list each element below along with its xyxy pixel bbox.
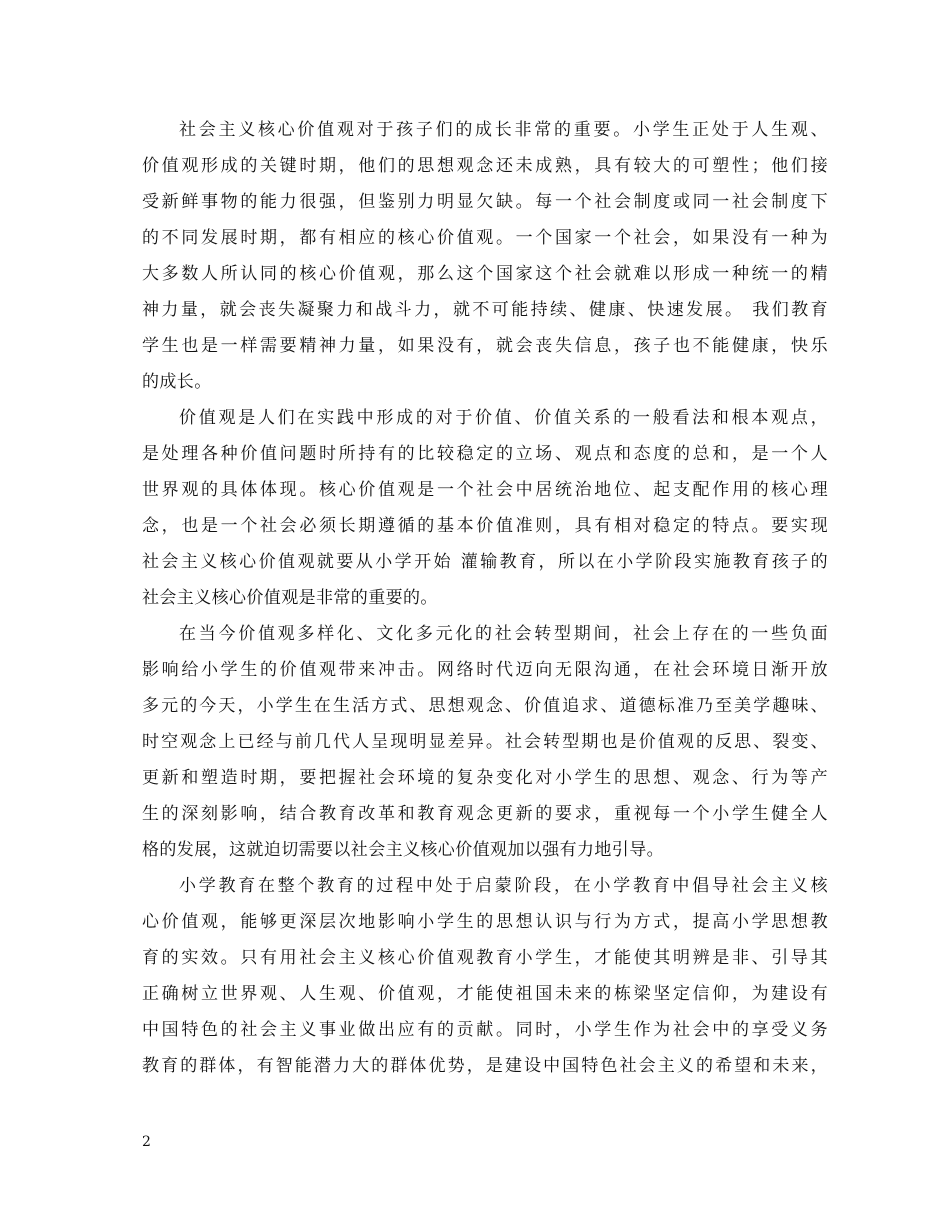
paragraph-3-line-7: 格的发展，这就迫切需要以社会主义核心价值观加以强有力地引导。 — [142, 840, 664, 860]
paragraph-3-line-3: 多元的今天，小学生在生活方式、思想观念、价值追求、道德标准乃至美学趣味、 — [142, 696, 828, 716]
paragraph-4-line-5: 中国特色的社会主义事业做出应有的贡献。同时，小学生作为社会中的享受义务 — [142, 1020, 828, 1040]
paragraph-3-line-1: 在当今价值观多样化、文化多元化的社会转型期间，社会上存在的一些负面 — [179, 624, 828, 644]
page-number: 2 — [142, 1134, 151, 1150]
paragraph-4-line-4: 正确树立世界观、人生观、价值观，才能使祖国未来的栋梁坚定信仰，为建设有 — [142, 984, 828, 1004]
paragraph-4-line-6: 教育的群体，有智能潜力大的群体优势，是建设中国特色社会主义的希望和未来， — [142, 1056, 828, 1076]
paragraph-1-line-4: 的不同发展时期，都有相应的核心价值观。一个国家一个社会，如果没有一种为 — [142, 228, 828, 248]
paragraph-2-line-2: 是处理各种价值问题时所持有的比较稳定的立场、观点和态度的总和，是一个人 — [142, 444, 828, 464]
body-text — [142, 112, 828, 1084]
paragraph-4-line-1: 小学教育在整个教育的过程中处于启蒙阶段，在小学教育中倡导社会主义核 — [179, 876, 828, 896]
paragraph-2-line-4: 念，也是一个社会必须长期遵循的基本价值准则，具有相对稳定的特点。要实现 — [142, 516, 828, 536]
paragraph-4-line-2: 心价值观，能够更深层次地影响小学生的思想认识与行为方式，提高小学思想教 — [142, 912, 828, 932]
paragraph-1-line-8: 的成长。 — [142, 372, 212, 392]
paragraph-3-line-6: 生的深刻影响，结合教育改革和教育观念更新的要求，重视每一个小学生健全人 — [142, 804, 828, 824]
paragraph-3-line-4: 时空观念上已经与前几代人呈现明显差异。社会转型期也是价值观的反思、裂变、 — [142, 732, 828, 752]
paragraph-3-line-5: 更新和塑造时期，要把握社会环境的复杂变化对小学生的思想、观念、行为等产 — [142, 768, 828, 788]
paragraph-2-line-3: 世界观的具体体现。核心价值观是一个社会中居统治地位、起支配作用的核心理 — [142, 480, 828, 500]
paragraph-1-line-3: 受新鲜事物的能力很强，但鉴别力明显欠缺。每一个社会制度或同一社会制度下 — [142, 192, 828, 212]
paragraph-3-line-2: 影响给小学生的价值观带来冲击。网络时代迈向无限沟通，在社会环境日渐开放 — [142, 660, 828, 680]
paragraph-2-line-5: 社会主义核心价值观就要从小学开始 灌输教育，所以在小学阶段实施教育孩子的 — [142, 552, 828, 572]
paragraph-1-line-1: 社会主义核心价值观对于孩子们的成长非常的重要。小学生正处于人生观、 — [179, 120, 828, 140]
paragraph-1-line-5: 大多数人所认同的核心价值观，那么这个国家这个社会就难以形成一种统一的精 — [142, 264, 828, 284]
paragraph-2-line-1: 价值观是人们在实践中形成的对于价值、价值关系的一般看法和根本观点， — [179, 408, 828, 428]
paragraph-1-line-2: 价值观形成的关键时期，他们的思想观念还未成熟，具有较大的可塑性；他们接 — [142, 156, 828, 176]
paragraph-1-line-7: 学生也是一样需要精神力量，如果没有，就会丧失信息，孩子也不能健康，快乐 — [142, 336, 828, 356]
paragraph-4-line-3: 育的实效。只有用社会主义核心价值观教育小学生，才能使其明辨是非、引导其 — [142, 948, 828, 968]
paragraph-2-line-6: 社会主义核心价值观是非常的重要的。 — [142, 588, 438, 608]
paragraph-1-line-6: 神力量，就会丧失凝聚力和战斗力，就不可能持续、健康、快速发展。 我们教育 — [142, 300, 828, 320]
